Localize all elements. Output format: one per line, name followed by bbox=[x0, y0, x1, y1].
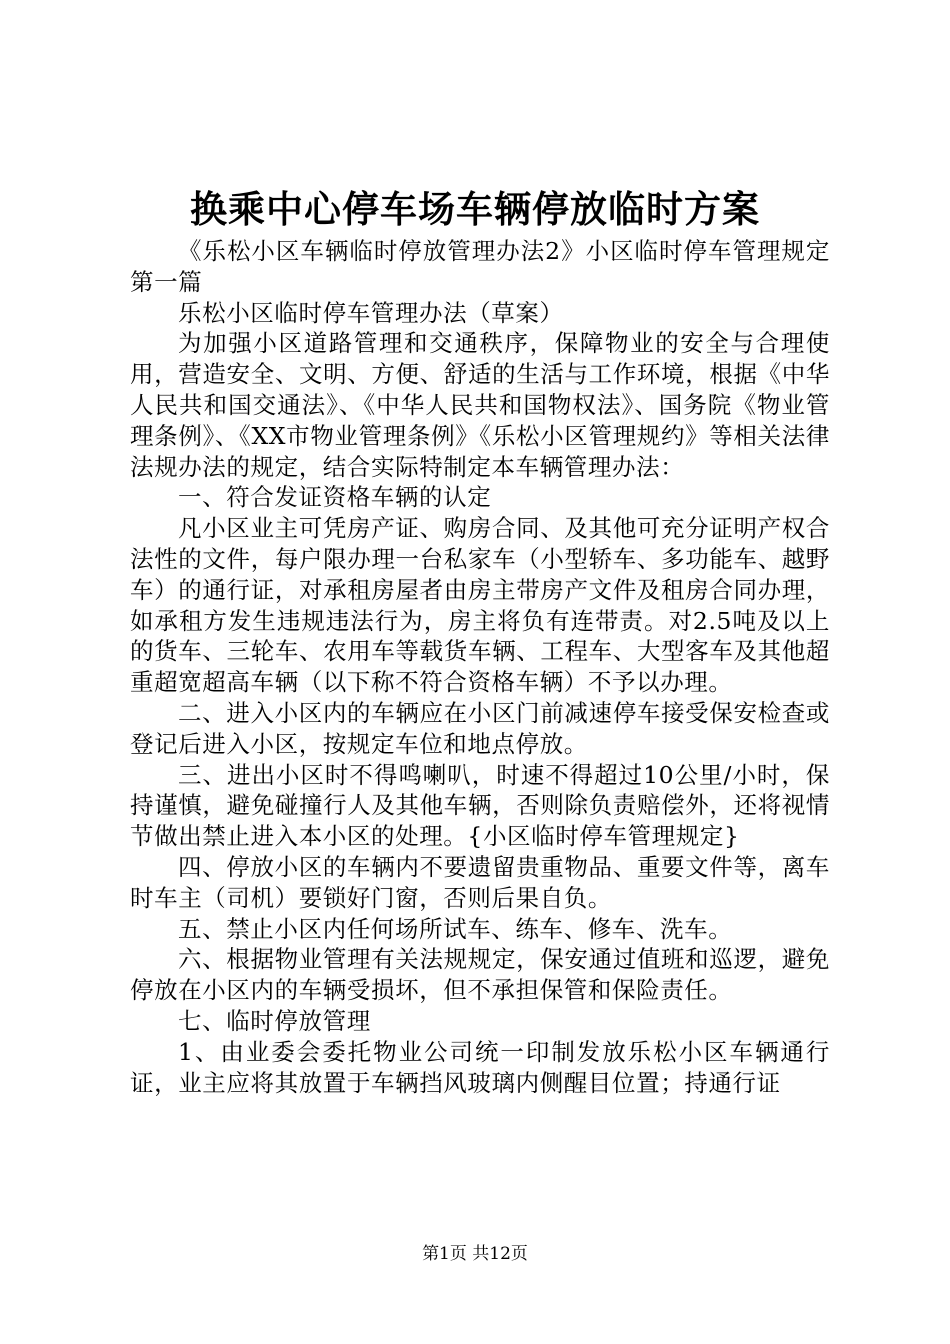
paragraph-10: 六、根据物业管理有关法规规定，保安通过值班和巡逻，避免停放在小区内的车辆受损坏，但不承担保管和保险责任。 bbox=[130, 945, 830, 1005]
document-title: 换乘中心停车场车辆停放临时方案 bbox=[190, 187, 760, 231]
document-body bbox=[130, 236, 830, 1098]
paragraph-5: 凡小区业主可凭房产证、购房合同、及其他可充分证明产权合法性的文件，每户限办理一台私家车（小型轿车、多功能车、越野车）的通行证，对承租房屋者由房主带房产文件及租房合同办理，如承租方发生违规违法行为，房主将负有连带责。对2.5吨及以上的货车、三轮车、农用车等载货车辆、工程车、大型客车及其他超重超宽超高车辆（以下称不符合资格车辆）不予以办理。 bbox=[130, 514, 830, 697]
paragraph-7: 三、进出小区时不得鸣喇叭，时速不得超过10公里/小时，保持谨慎，避免碰撞行人及其他车辆，否则除负责赔偿外，还将视情节做出禁止进入本小区的处理。{小区临时停车管理规定} bbox=[130, 760, 830, 851]
paragraph-3: 为加强小区道路管理和交通秩序，保障物业的安全与合理使用，营造安全、文明、方便、舒适的生活与工作环境，根据《中华人民共和国交通法》、《中华人民共和国物权法》、国务院《物业管理条例》、《XX市物业管理条例》《乐松小区管理规约》等相关法律法规办法的规定，结合实际特制定本车辆管理办法： bbox=[130, 329, 830, 481]
paragraph-1: 《乐松小区车辆临时停放管理办法2》小区临时停车管理规定第一篇 bbox=[130, 237, 830, 296]
paragraph-4: 一、符合发证资格车辆的认定 bbox=[178, 483, 492, 512]
paragraph-9: 五、禁止小区内任何场所试车、练车、修车、洗车。 bbox=[178, 914, 733, 943]
page-footer: 第1页 共12页 bbox=[422, 1244, 528, 1264]
paragraph-6: 二、进入小区内的车辆应在小区门前减速停车接受保安检查或登记后进入小区，按规定车位和地点停放。 bbox=[130, 698, 830, 758]
paragraph-11: 七、临时停放管理 bbox=[178, 1006, 371, 1035]
paragraph-8: 四、停放小区的车辆内不要遗留贵重物品、重要文件等，离车时车主（司机）要锁好门窗，否则后果自负。 bbox=[130, 852, 830, 912]
paragraph-12: 1、由业委会委托物业公司统一印制发放乐松小区车辆通行证，业主应将其放置于车辆挡风玻璃内侧醒目位置；持通行证 bbox=[130, 1037, 830, 1097]
paragraph-2: 乐松小区临时停车管理办法（草案） bbox=[178, 298, 564, 327]
